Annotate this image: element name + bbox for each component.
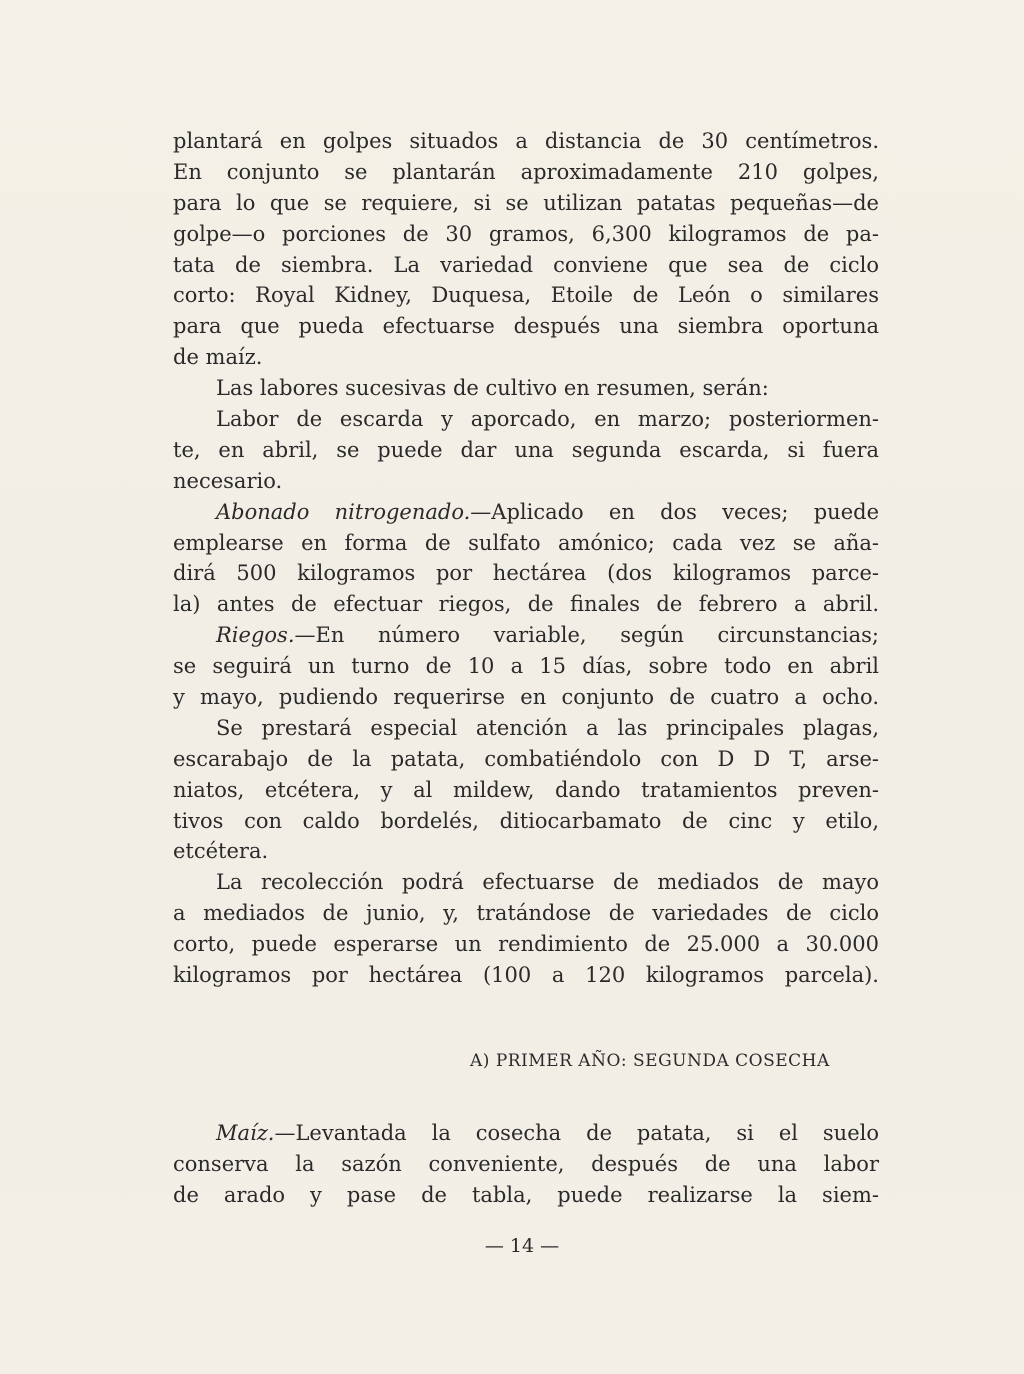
text-line: [173, 898, 879, 929]
text-line: [173, 219, 879, 250]
line-text: Las labores sucesivas de cultivo en resumen, serán:: [216, 376, 769, 401]
text-line: [173, 589, 879, 620]
line-text: niatos, etcétera, y al mildew, dando tratamientos preven-: [173, 777, 879, 802]
italic-run-in-heading: Maíz.: [216, 1121, 275, 1145]
line-text: —En número variable, según circunstancias;: [294, 623, 879, 648]
text-line: [173, 651, 879, 682]
text-line: [173, 775, 879, 806]
body-text: [173, 126, 879, 991]
text-line: [173, 1118, 879, 1149]
line-text: golpe—o porciones de 30 gramos, 6,300 kilogramos de pa-: [173, 221, 879, 246]
line-text: Se prestará especial atención a las principales plagas,: [216, 715, 879, 740]
text-line: [173, 929, 879, 960]
text-line: [173, 744, 879, 775]
line-text: tata de siembra. La variedad conviene que sea de ciclo: [173, 252, 879, 277]
line-text: para lo que se requiere, si se utilizan patatas pequeñas—de: [173, 190, 879, 215]
line-text: kilogramos por hectárea (100 a 120 kilogramos parcela).: [173, 963, 879, 988]
text-line: [173, 713, 879, 744]
text-line: [173, 250, 879, 281]
line-text: te, en abril, se puede dar una segunda escarda, si fuera: [173, 437, 879, 462]
line-text: la) antes de efectuar riegos, de finales de febrero a abril.: [173, 592, 879, 617]
page-number: — 14 —: [484, 1235, 560, 1257]
text-line: [173, 342, 879, 373]
line-text: para que pueda efectuarse después una siembra oportuna: [173, 314, 879, 339]
text-line: [173, 157, 879, 188]
line-text: En conjunto se plantarán aproximadamente 210 golpes,: [173, 159, 879, 184]
line-text: necesario.: [173, 468, 283, 493]
line-text: —Aplicado en dos veces; puede: [470, 499, 879, 524]
text-line: [173, 558, 879, 589]
text-line: [173, 311, 879, 342]
text-line: [173, 528, 879, 559]
italic-run-in-heading: Riegos.: [216, 623, 295, 648]
text-line: [173, 1149, 879, 1180]
section-heading: A) PRIMER AÑO: SEGUNDA COSECHA: [470, 1051, 830, 1071]
text-line: [173, 188, 879, 219]
text-line: [173, 404, 879, 435]
line-text: corto: Royal Kidney, Duquesa, Etoile de León o similares: [173, 283, 879, 308]
text-line: [173, 806, 879, 837]
text-line: [173, 1180, 879, 1211]
line-text: a mediados de junio, y, tratándose de variedades de ciclo: [173, 901, 879, 926]
line-text: plantará en golpes situados a distancia de 30 centímetros.: [173, 129, 879, 153]
line-text: La recolección podrá efectuarse de mediados de mayo: [216, 870, 879, 895]
text-line: [173, 867, 879, 898]
text-line: [173, 960, 879, 991]
line-text: conserva la sazón conveniente, después de una labor: [173, 1151, 879, 1176]
line-text: —Levantada la cosecha de patata, si el suelo: [274, 1121, 879, 1145]
text-line: [173, 126, 879, 157]
text-line: [173, 682, 879, 713]
line-text: Labor de escarda y aporcado, en marzo; posteriormen-: [216, 407, 879, 432]
italic-run-in-heading: Abonado nitrogenado.: [216, 499, 471, 524]
text-line: [173, 466, 879, 497]
text-line: [173, 620, 879, 651]
line-text: de maíz.: [173, 345, 263, 370]
text-line: [173, 497, 879, 528]
line-text: etcétera.: [173, 839, 269, 864]
line-text: corto, puede esperarse un rendimiento de 25.000 a 30.000: [173, 932, 879, 957]
line-text: escarabajo de la patata, combatiéndolo con D D T, arse-: [173, 746, 879, 771]
line-text: dirá 500 kilogramos por hectárea (dos kilogramos parce-: [173, 561, 879, 586]
body-text-continued: [173, 1118, 879, 1211]
line-text: se seguirá un turno de 10 a 15 días, sobre todo en abril: [173, 654, 879, 679]
text-line: [173, 435, 879, 466]
line-text: emplearse en forma de sulfato amónico; cada vez se aña-: [173, 530, 879, 555]
text-line: [173, 836, 879, 867]
line-text: tivos con caldo bordelés, ditiocarbamato de cinc y etilo,: [173, 808, 879, 833]
text-line: [173, 280, 879, 311]
line-text: y mayo, pudiendo requerirse en conjunto de cuatro a ocho.: [173, 685, 879, 710]
text-line: [173, 373, 879, 404]
line-text: de arado y pase de tabla, puede realizarse la siem-: [173, 1182, 879, 1207]
